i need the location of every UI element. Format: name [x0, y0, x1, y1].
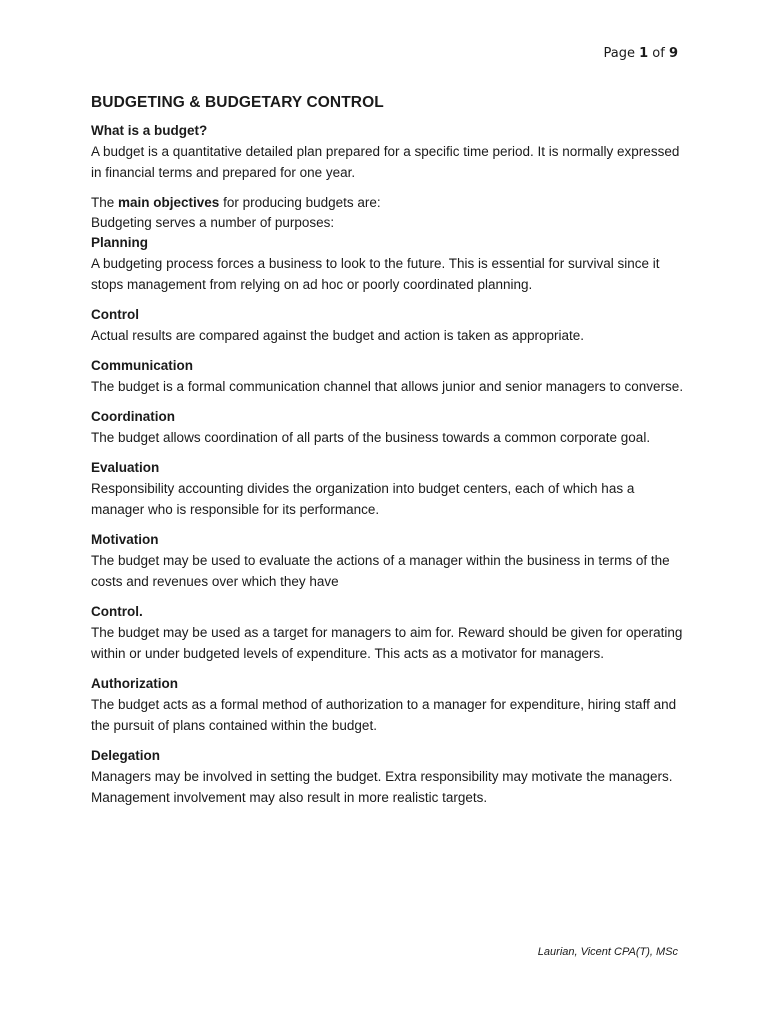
intro-question: What is a budget?: [91, 123, 208, 138]
section-text: The budget allows coordination of all parts of the business towards a common corporate goal.: [91, 430, 651, 445]
section-control-2: [91, 602, 691, 664]
document-body: [91, 94, 691, 818]
document-title: BUDGETING & BUDGETARY CONTROL: [91, 94, 384, 111]
intro-section: [91, 121, 691, 183]
section-heading: Coordination: [91, 409, 175, 424]
objectives-lead-after: for producing budgets are:: [219, 195, 381, 210]
page-number-prefix: Page: [603, 46, 640, 61]
objectives-lead: [91, 193, 691, 233]
section-heading: Authorization: [91, 676, 178, 691]
footer-author: Laurian, Vicent CPA(T), MSc: [537, 946, 678, 958]
section-delegation: [91, 746, 691, 808]
section-motivation: [91, 530, 691, 592]
section-heading: Control: [91, 307, 139, 322]
section-authorization: [91, 674, 691, 736]
section-heading: Control.: [91, 604, 143, 619]
section-heading: Communication: [91, 358, 194, 373]
intro-answer: A budget is a quantitative detailed plan prepared for a specific time period. It is normally expressed in financial terms and prepared for one year.: [91, 144, 680, 180]
section-heading: Delegation: [91, 748, 161, 763]
section-text: Actual results are compared against the budget and action is taken as appropriate.: [91, 328, 585, 343]
section-text: Responsibility accounting divides the organization into budget centers, each of which has a manager who is responsible for its performance.: [91, 481, 635, 517]
section-text: A budgeting process forces a business to look to the future. This is essential for survival since it stops management from relying on ad hoc or poorly coordinated planning.: [91, 256, 660, 292]
section-text: The budget may be used to evaluate the actions of a manager within the business in terms of the costs and revenues over which they have: [91, 553, 670, 589]
page-number-current: 1: [639, 46, 649, 61]
section-heading: Planning: [91, 235, 148, 250]
objectives-lead-bold: main objectives: [118, 195, 220, 210]
objectives-lead-before: The: [91, 195, 119, 210]
section-control: [91, 305, 691, 346]
section-communication: [91, 356, 691, 397]
page-number-total: 9: [668, 46, 678, 61]
section-heading: Motivation: [91, 532, 159, 547]
section-text: The budget acts as a formal method of authorization to a manager for expenditure, hiring staff and the pursuit of plans contained within the budget.: [91, 697, 677, 733]
page-number: [604, 46, 679, 61]
section-evaluation: [91, 458, 691, 520]
section-heading: Evaluation: [91, 460, 160, 475]
section-planning: [91, 233, 691, 295]
objectives-sentence: [91, 193, 691, 213]
page-number-separator: of: [648, 46, 669, 61]
section-text: Managers may be involved in setting the budget. Extra responsibility may motivate the managers. Management involvement may also result in more realistic targets.: [91, 769, 673, 805]
objectives-subline: Budgeting serves a number of purposes:: [91, 215, 335, 230]
section-text: The budget may be used as a target for managers to aim for. Reward should be given for operating within or under budgeted levels of expenditure. This acts as a motivator for managers.: [91, 625, 683, 661]
section-coordination: [91, 407, 691, 448]
section-text: The budget is a formal communication channel that allows junior and senior managers to converse.: [91, 379, 684, 394]
